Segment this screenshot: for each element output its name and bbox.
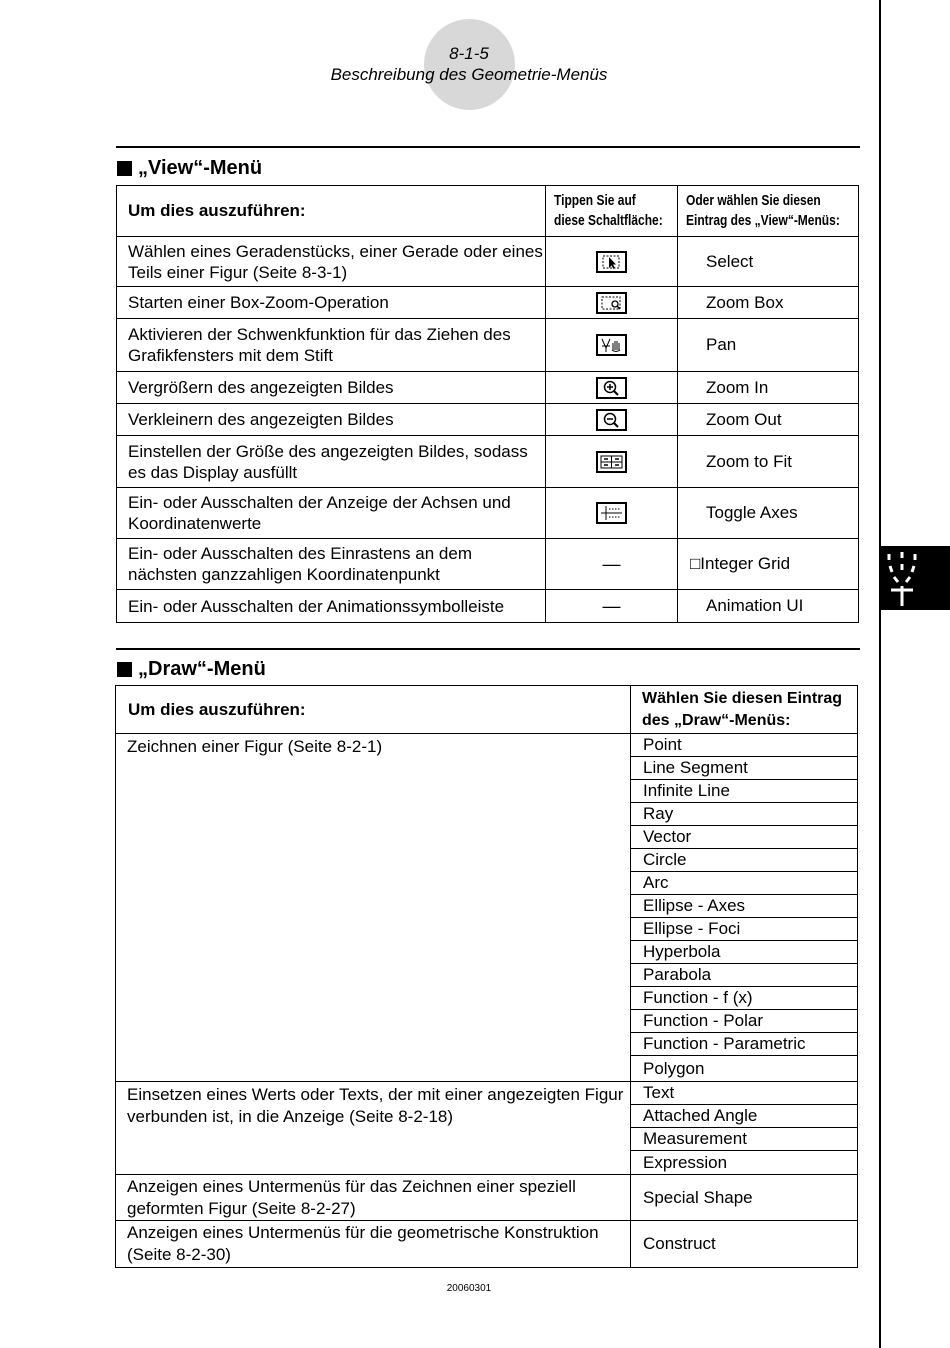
button-cell-empty: — [546,539,678,590]
menu-entry-function-polar: Function - Polar [631,1010,858,1033]
menu-entry-measurement: Measurement [631,1128,858,1151]
toggle-axes-icon[interactable] [596,502,627,524]
action-cell: Einstellen der Größe des angezeigten Bildes, sodass es das Display ausfüllt [117,436,546,488]
menu-entry-point: Point [631,734,858,757]
page-subtitle: Beschreibung des Geometrie-Menüs [330,65,608,84]
table-row [116,1175,858,1221]
section-rule-view [116,146,860,148]
menu-entry-hyperbola: Hyperbola [631,941,858,964]
action-cell: Ein- oder Ausschalten des Einrastens an dem nächsten ganzzahligen Koordinatenpunkt [117,539,546,590]
geometry-chapter-icon [881,546,950,610]
zoom-box-icon[interactable] [596,292,627,314]
action-cell: Verkleinern des angezeigten Bildes [117,404,546,436]
menu-entry-infinite-line: Infinite Line [631,780,858,803]
view-section-title: „View“-Menü [117,157,262,180]
action-cell: Starten einer Box-Zoom-Operation [117,287,546,319]
action-cell: Anzeigen eines Untermenüs für die geometrische Konstruktion (Seite 8-2-30) [116,1221,631,1268]
menu-entry-function-fx: Function - f (x) [631,987,858,1010]
action-cell: Einsetzen eines Werts oder Texts, der mit einer angezeigten Figur verbunden ist, in die Anzeige (Seite 8-2-18) [116,1082,631,1175]
action-cell: Vergrößern des angezeigten Bildes [117,372,546,404]
menu-entry-special-shape: Special Shape [631,1175,858,1221]
page-number: 8-1-5 [449,44,489,63]
table-row [117,436,859,488]
menu-entry-function-parametric: Function - Parametric [631,1033,858,1056]
menu-entry-cell: Zoom Box [678,287,859,319]
menu-entry-polygon: Polygon [631,1056,858,1082]
table-row [117,237,859,287]
draw-section-title: „Draw“-Menü [117,658,266,681]
button-cell [546,404,678,436]
action-cell: Ein- oder Ausschalten der Anzeige der Achsen und Koordinatenwerte [117,488,546,539]
button-cell [546,436,678,488]
menu-entry-parabola: Parabola [631,964,858,987]
menu-entry-cell: Zoom Out [678,404,859,436]
menu-entry-ray: Ray [631,803,858,826]
pan-hand-icon[interactable] [596,334,627,356]
table-row [116,1082,858,1105]
table-row [116,734,858,757]
menu-entry-construct: Construct [631,1221,858,1268]
menu-entry-line-segment: Line Segment [631,757,858,780]
zoom-in-icon[interactable] [596,377,627,399]
zoom-out-icon[interactable] [596,409,627,431]
menu-entry-ellipse-axes: Ellipse - Axes [631,895,858,918]
menu-entry-cell: Zoom In [678,372,859,404]
chapter-tab [881,546,950,610]
menu-entry-ellipse-foci: Ellipse - Foci [631,918,858,941]
button-cell-empty: — [546,590,678,623]
table-row [117,319,859,372]
menu-entry-arc: Arc [631,872,858,895]
table-row [117,404,859,436]
button-cell [546,237,678,287]
menu-entry-vector: Vector [631,826,858,849]
menu-entry-circle: Circle [631,849,858,872]
section-rule-draw [116,648,860,650]
menu-entry-text: Text [631,1082,858,1105]
draw-menu-table [115,685,858,1268]
button-cell [546,488,678,539]
square-bullet-icon [117,161,132,176]
table-row [117,488,859,539]
right-margin-rule [879,0,881,1348]
menu-entry-attached-angle: Attached Angle [631,1105,858,1128]
table-header-row [117,186,859,237]
col-header-menu-entry: Oder wählen Sie diesen Eintrag des „View“-Menüs: [678,186,859,237]
col-header-action: Um dies auszuführen: [117,186,546,237]
square-bullet-icon [117,662,132,677]
table-header-row [116,686,858,734]
table-row [117,372,859,404]
button-cell [546,372,678,404]
button-cell [546,287,678,319]
menu-entry-cell: Animation UI [678,590,859,623]
select-arrow-icon[interactable] [596,251,627,273]
menu-entry-cell: Select [678,237,859,287]
footer-code: 20060301 [446,1283,492,1294]
button-cell [546,319,678,372]
col-header-action: Um dies auszuführen: [116,686,631,734]
menu-entry-cell: Toggle Axes [678,488,859,539]
menu-entry-expression: Expression [631,1151,858,1175]
zoom-to-fit-icon[interactable] [596,451,627,473]
menu-entry-cell: □Integer Grid [678,539,859,590]
action-cell: Ein- oder Ausschalten der Animationssymbolleiste [117,590,546,623]
col-header-button: Tippen Sie auf diese Schaltfläche: [546,186,678,237]
menu-entry-cell: Zoom to Fit [678,436,859,488]
view-menu-table [116,185,859,623]
table-row [117,539,859,590]
action-cell: Wählen eines Geradenstücks, einer Gerade oder eines Teils einer Figur (Seite 8-3-1) [117,237,546,287]
action-cell: Zeichnen einer Figur (Seite 8-2-1) [116,734,631,1082]
col-header-menu-entry: Wählen Sie diesen Eintrag des „Draw“-Menüs: [631,686,858,734]
table-row [117,287,859,319]
action-cell: Anzeigen eines Untermenüs für das Zeichnen einer speziell geformten Figur (Seite 8-2-27) [116,1175,631,1221]
table-row [116,1221,858,1268]
table-row [117,590,859,623]
action-cell: Aktivieren der Schwenkfunktion für das Ziehen des Grafikfensters mit dem Stift [117,319,546,372]
menu-entry-cell: Pan [678,319,859,372]
